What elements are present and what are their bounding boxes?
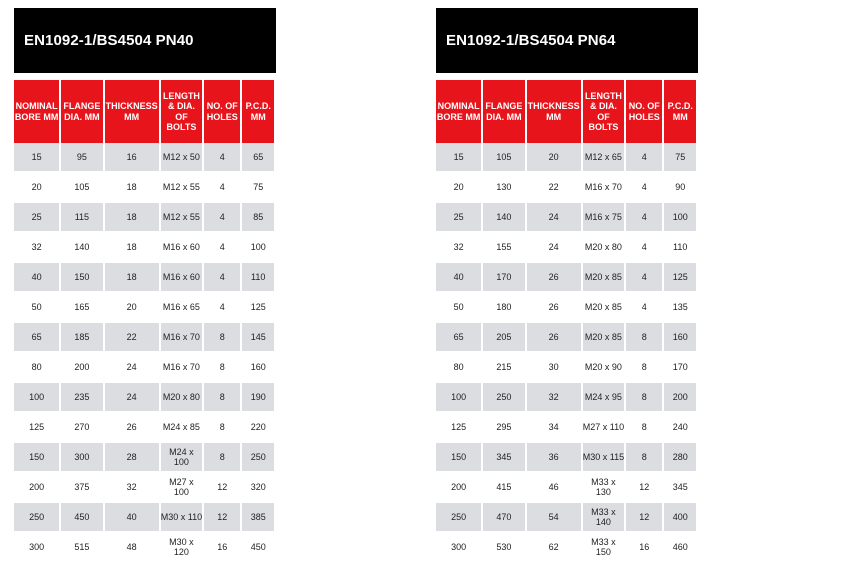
- table-cell: M16 x 75: [583, 203, 624, 233]
- table-cell: 105: [483, 143, 524, 173]
- table-row: [436, 383, 696, 413]
- table-cell: 415: [483, 473, 524, 503]
- header-row: [436, 80, 696, 143]
- table-cell: 345: [483, 443, 524, 473]
- pn40-section: [14, 8, 276, 557]
- table-cell: M24 x 85: [161, 413, 202, 443]
- table-cell: M16 x 70: [161, 323, 202, 353]
- table-cell: 65: [436, 323, 481, 353]
- table-cell: M12 x 55: [161, 173, 202, 203]
- table-cell: 36: [527, 443, 581, 473]
- table-cell: 12: [204, 473, 240, 503]
- table-cell: 4: [204, 263, 240, 293]
- table-cell: 250: [483, 383, 524, 413]
- table-cell: 26: [105, 413, 159, 443]
- table-cell: 8: [626, 353, 662, 383]
- table-cell: M33 x 140: [583, 503, 624, 533]
- table-cell: 170: [664, 353, 696, 383]
- column-header: THICKNESS MM: [105, 80, 159, 143]
- table-cell: 62: [527, 533, 581, 563]
- table-cell: 16: [204, 533, 240, 563]
- table-cell: 320: [242, 473, 274, 503]
- table-cell: 300: [61, 443, 102, 473]
- table-cell: 8: [204, 383, 240, 413]
- table-row: [436, 503, 696, 533]
- table-cell: 205: [483, 323, 524, 353]
- table-cell: 32: [14, 233, 59, 263]
- table-cell: 150: [61, 263, 102, 293]
- table-cell: M16 x 70: [583, 173, 624, 203]
- table-title: EN1092-1/BS4504 PN40: [14, 8, 276, 73]
- table-cell: 4: [204, 293, 240, 323]
- table-cell: 155: [483, 233, 524, 263]
- table-cell: 100: [436, 383, 481, 413]
- column-header: NO. OF HOLES: [204, 80, 240, 143]
- table-cell: 110: [664, 233, 696, 263]
- table-cell: 32: [527, 383, 581, 413]
- table-row: [14, 233, 274, 263]
- table-row: [14, 443, 274, 473]
- table-cell: 125: [436, 413, 481, 443]
- table-cell: M16 x 65: [161, 293, 202, 323]
- column-header: NOMINAL BORE MM: [14, 80, 59, 143]
- table-cell: 530: [483, 533, 524, 563]
- table-cell: 40: [14, 263, 59, 293]
- table-cell: 4: [626, 293, 662, 323]
- table-cell: 190: [242, 383, 274, 413]
- table-cell: 450: [242, 533, 274, 563]
- table-cell: 125: [242, 293, 274, 323]
- table-row: [14, 383, 274, 413]
- column-header: FLANGE DIA. MM: [483, 80, 524, 143]
- table-cell: 15: [14, 143, 59, 173]
- table-cell: 18: [105, 263, 159, 293]
- table-cell: 240: [664, 413, 696, 443]
- table-cell: 8: [626, 413, 662, 443]
- table-row: [436, 533, 696, 563]
- table-cell: 80: [14, 353, 59, 383]
- table-row: [14, 533, 274, 563]
- table-cell: 180: [483, 293, 524, 323]
- column-header: LENGTH & DIA. OF BOLTS: [583, 80, 624, 143]
- table-cell: M20 x 85: [583, 323, 624, 353]
- table-cell: 130: [483, 173, 524, 203]
- table-cell: 4: [204, 203, 240, 233]
- table-cell: 100: [14, 383, 59, 413]
- table-cell: 65: [242, 143, 274, 173]
- table-row: [14, 353, 274, 383]
- table-cell: 24: [527, 233, 581, 263]
- table-row: [436, 203, 696, 233]
- table-cell: 150: [436, 443, 481, 473]
- table-body: [436, 143, 696, 563]
- table-row: [14, 323, 274, 353]
- table-cell: 8: [204, 413, 240, 443]
- table-cell: 20: [14, 173, 59, 203]
- table-cell: 450: [61, 503, 102, 533]
- table-cell: 8: [204, 353, 240, 383]
- table-cell: M20 x 80: [161, 383, 202, 413]
- table-cell: M24 x 100: [161, 443, 202, 473]
- table-cell: 460: [664, 533, 696, 563]
- table-row: [14, 503, 274, 533]
- table-cell: 12: [204, 503, 240, 533]
- table-cell: M30 x 110: [161, 503, 202, 533]
- table-cell: 515: [61, 533, 102, 563]
- table-cell: 20: [105, 293, 159, 323]
- table-cell: 215: [483, 353, 524, 383]
- table-cell: 4: [204, 173, 240, 203]
- table-cell: M20 x 85: [583, 293, 624, 323]
- table-cell: 40: [105, 503, 159, 533]
- table-cell: 18: [105, 173, 159, 203]
- table-cell: 160: [242, 353, 274, 383]
- table-cell: 34: [527, 413, 581, 443]
- table-cell: 135: [664, 293, 696, 323]
- table-cell: M20 x 80: [583, 233, 624, 263]
- table-cell: 150: [14, 443, 59, 473]
- table-cell: 30: [527, 353, 581, 383]
- table-cell: 165: [61, 293, 102, 323]
- table-cell: M12 x 55: [161, 203, 202, 233]
- table-cell: 18: [105, 203, 159, 233]
- table-cell: 20: [436, 173, 481, 203]
- table-cell: 4: [626, 263, 662, 293]
- table-cell: 250: [14, 503, 59, 533]
- table-cell: 200: [664, 383, 696, 413]
- table-cell: 4: [204, 143, 240, 173]
- table-cell: 16: [626, 533, 662, 563]
- table-cell: 75: [664, 143, 696, 173]
- table-cell: 200: [61, 353, 102, 383]
- table-cell: 12: [626, 473, 662, 503]
- table-cell: 8: [204, 443, 240, 473]
- table-row: [436, 293, 696, 323]
- table-row: [14, 143, 274, 173]
- table-cell: M33 x 150: [583, 533, 624, 563]
- flange-table-pn64: [434, 80, 698, 563]
- table-cell: 22: [105, 323, 159, 353]
- table-row: [14, 293, 274, 323]
- table-cell: 115: [61, 203, 102, 233]
- table-cell: 26: [527, 293, 581, 323]
- column-header: P.C.D. MM: [242, 80, 274, 143]
- table-row: [436, 473, 696, 503]
- table-cell: M27 x 100: [161, 473, 202, 503]
- column-header: NOMINAL BORE MM: [436, 80, 481, 143]
- table-cell: M20 x 85: [583, 263, 624, 293]
- table-cell: 8: [626, 323, 662, 353]
- table-cell: M20 x 90: [583, 353, 624, 383]
- table-cell: 280: [664, 443, 696, 473]
- table-cell: 295: [483, 413, 524, 443]
- table-cell: 375: [61, 473, 102, 503]
- table-cell: 235: [61, 383, 102, 413]
- table-row: [14, 203, 274, 233]
- table-cell: 54: [527, 503, 581, 533]
- table-cell: 85: [242, 203, 274, 233]
- table-cell: 140: [61, 233, 102, 263]
- flange-table-pn40: [12, 80, 276, 563]
- table-cell: 270: [61, 413, 102, 443]
- table-cell: M12 x 50: [161, 143, 202, 173]
- table-cell: M16 x 60: [161, 233, 202, 263]
- table-cell: 4: [626, 233, 662, 263]
- column-header: FLANGE DIA. MM: [61, 80, 102, 143]
- table-cell: 125: [664, 263, 696, 293]
- table-cell: 4: [204, 233, 240, 263]
- table-cell: M16 x 70: [161, 353, 202, 383]
- table-title: EN1092-1/BS4504 PN64: [436, 8, 698, 73]
- table-cell: 40: [436, 263, 481, 293]
- table-cell: 250: [436, 503, 481, 533]
- table-cell: 26: [527, 263, 581, 293]
- table-cell: 100: [664, 203, 696, 233]
- table-cell: 185: [61, 323, 102, 353]
- table-row: [436, 443, 696, 473]
- table-cell: 32: [105, 473, 159, 503]
- column-header: NO. OF HOLES: [626, 80, 662, 143]
- table-cell: 46: [527, 473, 581, 503]
- table-cell: M33 x 130: [583, 473, 624, 503]
- table-row: [436, 143, 696, 173]
- table-cell: 200: [436, 473, 481, 503]
- table-cell: 65: [14, 323, 59, 353]
- table-cell: 8: [626, 443, 662, 473]
- table-cell: 160: [664, 323, 696, 353]
- table-cell: 8: [204, 323, 240, 353]
- table-row: [14, 263, 274, 293]
- table-cell: 50: [436, 293, 481, 323]
- table-cell: 200: [14, 473, 59, 503]
- pn64-section: [436, 8, 698, 557]
- table-cell: 170: [483, 263, 524, 293]
- table-cell: 16: [105, 143, 159, 173]
- table-cell: 32: [436, 233, 481, 263]
- table-cell: 385: [242, 503, 274, 533]
- table-row: [14, 173, 274, 203]
- table-cell: M30 x 120: [161, 533, 202, 563]
- table-cell: 80: [436, 353, 481, 383]
- column-header: P.C.D. MM: [664, 80, 696, 143]
- table-row: [436, 173, 696, 203]
- table-cell: M27 x 110: [583, 413, 624, 443]
- table-cell: 300: [436, 533, 481, 563]
- table-body: [14, 143, 274, 563]
- table-row: [14, 413, 274, 443]
- table-cell: 48: [105, 533, 159, 563]
- table-row: [436, 323, 696, 353]
- table-cell: 24: [527, 203, 581, 233]
- table-row: [436, 353, 696, 383]
- table-cell: 25: [14, 203, 59, 233]
- table-cell: 24: [105, 383, 159, 413]
- table-row: [436, 233, 696, 263]
- table-cell: 15: [436, 143, 481, 173]
- table-cell: 28: [105, 443, 159, 473]
- table-cell: 50: [14, 293, 59, 323]
- table-row: [436, 413, 696, 443]
- table-cell: 4: [626, 143, 662, 173]
- table-cell: 26: [527, 323, 581, 353]
- table-cell: 12: [626, 503, 662, 533]
- table-cell: M30 x 115: [583, 443, 624, 473]
- table-cell: 125: [14, 413, 59, 443]
- table-cell: 145: [242, 323, 274, 353]
- table-cell: 20: [527, 143, 581, 173]
- table-cell: 22: [527, 173, 581, 203]
- table-cell: 250: [242, 443, 274, 473]
- table-cell: 345: [664, 473, 696, 503]
- table-cell: 24: [105, 353, 159, 383]
- table-cell: 25: [436, 203, 481, 233]
- table-cell: 300: [14, 533, 59, 563]
- table-cell: 470: [483, 503, 524, 533]
- table-row: [14, 473, 274, 503]
- table-cell: M16 x 60: [161, 263, 202, 293]
- table-cell: 90: [664, 173, 696, 203]
- table-cell: 220: [242, 413, 274, 443]
- table-cell: 4: [626, 173, 662, 203]
- table-cell: 100: [242, 233, 274, 263]
- table-cell: 140: [483, 203, 524, 233]
- header-row: [14, 80, 274, 143]
- table-cell: M24 x 95: [583, 383, 624, 413]
- table-cell: 18: [105, 233, 159, 263]
- table-cell: 105: [61, 173, 102, 203]
- table-cell: 8: [626, 383, 662, 413]
- column-header: LENGTH & DIA. OF BOLTS: [161, 80, 202, 143]
- table-cell: 75: [242, 173, 274, 203]
- table-cell: 110: [242, 263, 274, 293]
- column-header: THICKNESS MM: [527, 80, 581, 143]
- table-row: [436, 263, 696, 293]
- table-cell: M12 x 65: [583, 143, 624, 173]
- table-cell: 400: [664, 503, 696, 533]
- table-cell: 4: [626, 203, 662, 233]
- table-cell: 95: [61, 143, 102, 173]
